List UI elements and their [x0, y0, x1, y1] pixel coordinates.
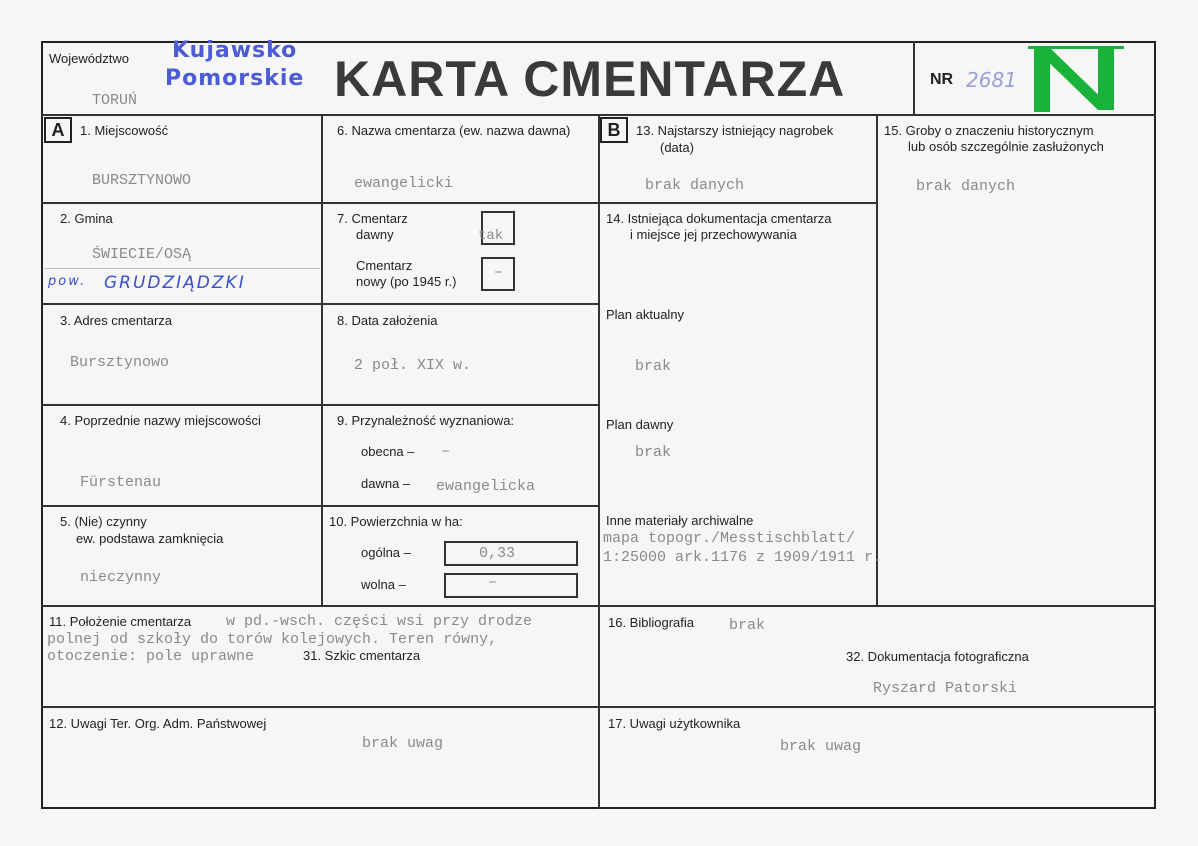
inne-materialy-line1: mapa topogr./Messtischblatt/	[603, 530, 856, 547]
field-3-label: 3. Adres cmentarza	[60, 313, 172, 328]
divider	[913, 41, 915, 115]
n-marker-stamp	[1028, 44, 1124, 114]
plan-dawny-label: Plan dawny	[606, 417, 674, 432]
pow-value: GRUDZIĄDZKI	[104, 273, 246, 293]
field-14-label-2: i miejsce jej przechowywania	[630, 227, 797, 242]
field-10-label: 10. Powierzchnia w ha:	[329, 514, 463, 529]
plan-aktualny-value: brak	[635, 358, 672, 375]
field-7-nowy-label-2: nowy (po 1945 r.)	[356, 274, 457, 289]
field-6-label: 6. Nazwa cmentarza (ew. nazwa dawna)	[337, 123, 571, 138]
dawna-label: dawna –	[361, 476, 411, 491]
field-14-label: 14. Istniejąca dokumentacja cmentarza	[606, 211, 832, 226]
field-17-label: 17. Uwagi użytkownika	[608, 716, 741, 731]
field-12-value: brak uwag	[362, 735, 444, 752]
field-3-value: Bursztynowo	[70, 354, 170, 371]
wojewodztwo-stamp-line1: Kujawsko	[172, 38, 298, 63]
wolna-value: –	[488, 574, 498, 591]
obecna-label: obecna –	[361, 444, 415, 459]
nowy-value: –	[494, 264, 504, 281]
field-13-label-2: (data)	[660, 140, 694, 155]
divider	[321, 114, 323, 606]
field-11-line3: otoczenie: pole uprawne	[47, 648, 255, 665]
field-31-label: 31. Szkic cmentarza	[303, 648, 421, 663]
field-17-value: brak uwag	[780, 738, 862, 755]
field-12-label: 12. Uwagi Ter. Org. Adm. Państwowej	[49, 716, 267, 731]
field-15-value: brak danych	[916, 178, 1016, 195]
plan-aktualny-label: Plan aktualny	[606, 307, 685, 322]
field-7-nowy-label: Cmentarz	[356, 258, 413, 273]
field-1-value: BURSZTYNOWO	[92, 172, 192, 189]
field-4-value: Fürstenau	[80, 474, 162, 491]
field-16-label: 16. Bibliografia	[608, 615, 694, 630]
wojewodztwo-stamp-line2: Pomorskie	[165, 66, 305, 91]
field-11-line2: polnej od szkoły do torów kolejowych. Teren równy,	[47, 631, 498, 648]
field-7-label: 7. Cmentarz	[337, 211, 408, 226]
field-9-label: 9. Przynależność wyznaniowa:	[337, 413, 515, 428]
field-2-label: 2. Gmina	[60, 211, 113, 226]
field-15-label: 15. Groby o znaczeniu historycznym	[884, 123, 1094, 138]
dawny-value: tak	[478, 228, 504, 244]
field-16-value: brak	[729, 617, 766, 634]
field-5-value: nieczynny	[80, 569, 162, 586]
field-11-line1: w pd.-wsch. części wsi przy drodze	[226, 613, 533, 630]
divider	[876, 114, 878, 606]
inne-materialy-label: Inne materiały archiwalne	[606, 513, 754, 528]
field-8-value: 2 poł. XIX w.	[354, 357, 472, 374]
obecna-value: –	[441, 443, 451, 460]
inne-materialy-line2: 1:25000 ark.1176 z 1909/1911 r.	[603, 549, 883, 566]
gmina-underline	[44, 268, 320, 269]
field-4-label: 4. Poprzednie nazwy miejscowości	[60, 413, 261, 428]
wojewodztwo-label: Województwo	[49, 51, 129, 66]
card-title: KARTA CMENTARZA	[334, 51, 846, 107]
field-2-value: ŚWIECIE/OSĄ	[92, 246, 192, 263]
dawna-value: ewangelicka	[436, 478, 536, 495]
ogolna-value: 0,33	[479, 545, 516, 562]
plan-dawny-value: brak	[635, 444, 672, 461]
field-15-label-2: lub osób szczególnie zasłużonych	[908, 139, 1104, 154]
field-5-label: 5. (Nie) czynny	[60, 514, 147, 529]
field-13-label: 13. Najstarszy istniejący nagrobek	[636, 123, 834, 138]
region-typed: TORUŃ	[92, 92, 138, 109]
field-6-value: ewangelicki	[354, 175, 454, 192]
field-32-label: 32. Dokumentacja fotograficzna	[846, 649, 1029, 664]
section-b-badge: B	[600, 117, 628, 143]
wolna-box	[444, 573, 578, 598]
field-8-label: 8. Data założenia	[337, 313, 438, 328]
field-1-label: 1. Miejscowość	[80, 123, 169, 138]
field-11-label: 11. Położenie cmentarza	[49, 614, 192, 629]
field-32-value: Ryszard Patorski	[873, 680, 1018, 697]
ogolna-label: ogólna –	[361, 545, 411, 560]
nr-value: 2681	[966, 68, 1017, 92]
field-7-dawny-label: dawny	[356, 227, 394, 242]
field-5-label-2: ew. podstawa zamknięcia	[76, 531, 224, 546]
wolna-label: wolna –	[361, 577, 406, 592]
section-a-badge: A	[44, 117, 72, 143]
divider	[41, 202, 878, 204]
pow-label: pow.	[48, 274, 87, 289]
field-13-value: brak danych	[645, 177, 745, 194]
divider	[598, 114, 600, 809]
nr-label: NR	[930, 71, 954, 88]
